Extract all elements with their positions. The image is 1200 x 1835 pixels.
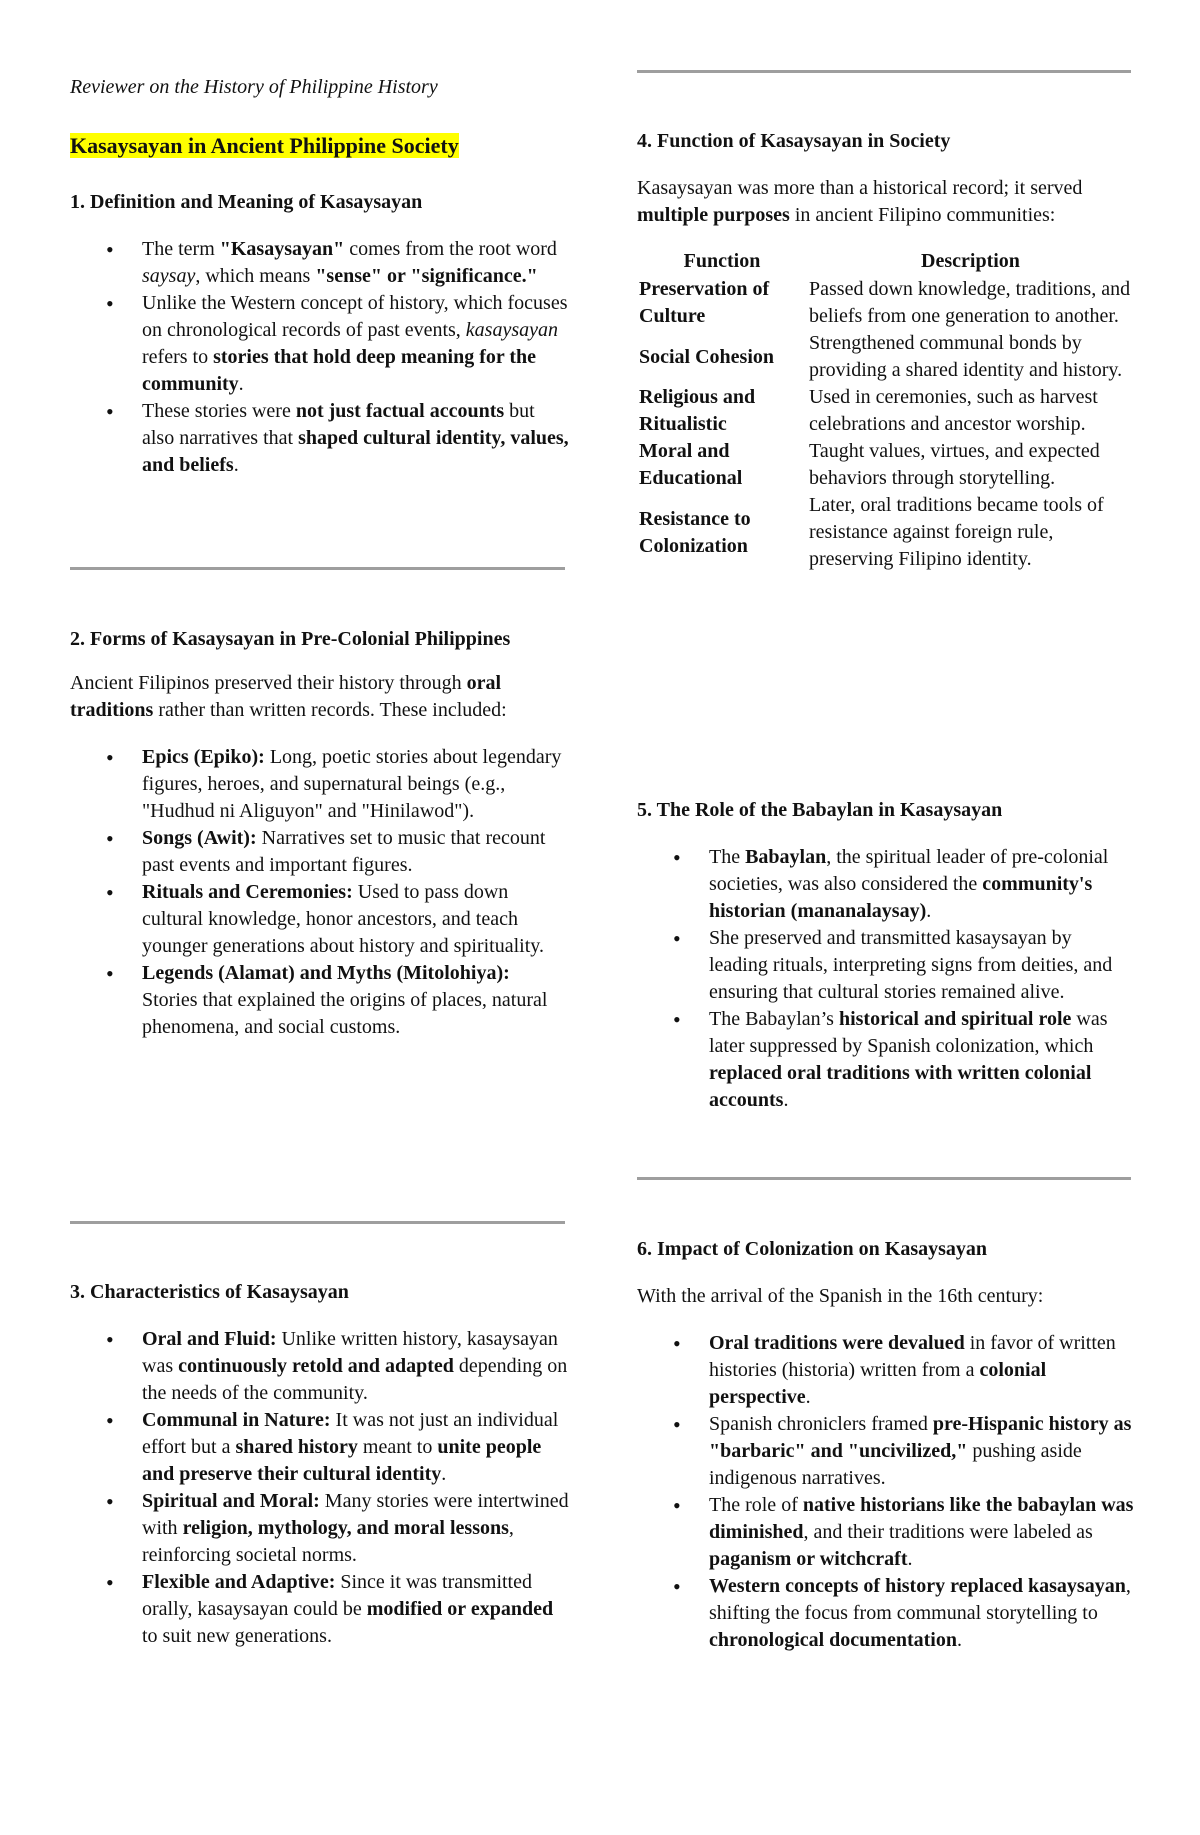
- section-3-heading: 3. Characteristics of Kasaysayan: [70, 1281, 349, 1303]
- definition-list: [70, 236, 570, 479]
- list-item: • Communal in Nature: It was not just an individual effort but a shared history meant to unite people and preserve their cultural identity.: [70, 1407, 570, 1488]
- characteristics-list: [70, 1326, 570, 1650]
- list-item: • Flexible and Adaptive: Since it was transmitted orally, kasaysayan could be modified or expanded to suit new generations.: [70, 1569, 570, 1650]
- section-colonization: [637, 1236, 1134, 1654]
- divider: [70, 1221, 565, 1224]
- list-item: • The Babaylan’s historical and spiritual role was later suppressed by Spanish colonization, which replaced oral traditions with written colonial accounts.: [637, 1006, 1134, 1114]
- table-row: Religious and Ritualistic Used in ceremonies, such as harvest celebrations and ancestor worship.: [639, 386, 1098, 435]
- section-4-heading: 4. Function of Kasaysayan in Society: [637, 130, 951, 152]
- table-row: Social Cohesion Strengthened communal bonds by providing a shared identity and history.: [639, 332, 1123, 381]
- list-item: • These stories were not just factual accounts but also narratives that shaped cultural identity, values, and beliefs.: [70, 398, 570, 479]
- section-function: [637, 128, 1134, 573]
- section-6-intro: With the arrival of the Spanish in the 16th century:: [637, 1285, 1044, 1307]
- list-item: • Songs (Awit): Narratives set to music that recount past events and important figures.: [70, 825, 570, 879]
- section-babaylan: [637, 797, 1134, 1114]
- table-header-row: [637, 246, 1134, 276]
- babaylan-list: [637, 844, 1134, 1114]
- list-item: • Western concepts of history replaced kasaysayan, shifting the focus from communal storytelling to chronological documentation.: [637, 1573, 1134, 1654]
- divider: [70, 567, 565, 570]
- divider: [637, 70, 1131, 73]
- list-item: • Legends (Alamat) and Myths (Mitolohiya): Stories that explained the origins of places, natural phenomena, and social customs.: [70, 960, 570, 1041]
- list-item: • Epics (Epiko): Long, poetic stories about legendary figures, heroes, and supernatural beings (e.g., "Hudhud ni Aliguyon" and "Hinilawod").: [70, 744, 570, 825]
- list-item: • She preserved and transmitted kasaysayan by leading rituals, interpreting signs from deities, and ensuring that cultural stories remained alive.: [637, 925, 1134, 1006]
- list-item: • The Babaylan, the spiritual leader of pre-colonial societies, was also considered the community's historian (mananalaysay).: [637, 844, 1134, 925]
- section-2-intro: Ancient Filipinos preserved their history through oral traditions rather than written records. These included:: [70, 672, 507, 721]
- column-header-function: Function: [683, 249, 761, 272]
- section-1-heading: 1. Definition and Meaning of Kasaysayan: [70, 191, 423, 213]
- main-heading: [70, 131, 459, 161]
- column-header-description: Description: [921, 249, 1020, 272]
- document-title: Reviewer on the History of Philippine History: [70, 76, 438, 98]
- table-row: Preservation of Culture Passed down knowledge, traditions, and beliefs from one generation to another.: [639, 278, 1131, 327]
- section-6-heading: 6. Impact of Colonization on Kasaysayan: [637, 1238, 988, 1260]
- list-item: • The term "Kasaysayan" comes from the root word saysay, which means "sense" or "significance.": [70, 236, 570, 290]
- list-item: • Rituals and Ceremonies: Used to pass down cultural knowledge, honor ancestors, and teach younger generations about history and spirituality.: [70, 879, 570, 960]
- forms-list: [70, 744, 570, 1041]
- function-table: [637, 246, 1134, 573]
- section-4-intro: Kasaysayan was more than a historical record; it served multiple purposes in ancient Filipino communities:: [637, 177, 1083, 226]
- table-row: Resistance to Colonization Later, oral traditions became tools of resistance against foreign rule, preserving Filipino identity.: [639, 494, 1104, 570]
- list-item: • Oral and Fluid: Unlike written history, kasaysayan was continuously retold and adapted depending on the needs of the community.: [70, 1326, 570, 1407]
- table-row: Moral and Educational Taught values, virtues, and expected behaviors through storytelling.: [639, 440, 1100, 489]
- list-item: • Spiritual and Moral: Many stories were intertwined with religion, mythology, and moral lessons, reinforcing societal norms.: [70, 1488, 570, 1569]
- list-item: • The role of native historians like the babaylan was diminished, and their traditions were labeled as paganism or witchcraft.: [637, 1492, 1134, 1573]
- list-item: • Unlike the Western concept of history, which focuses on chronological records of past events, kasaysayan refers to stories that hold deep meaning for the community.: [70, 290, 570, 398]
- section-2-heading: 2. Forms of Kasaysayan in Pre-Colonial Philippines: [70, 628, 511, 650]
- divider: [637, 1177, 1131, 1180]
- colonization-list: [637, 1330, 1134, 1654]
- list-item: • Oral traditions were devalued in favor of written histories (historia) written from a colonial perspective.: [637, 1330, 1134, 1411]
- highlighted-heading-text: Kasaysayan in Ancient Philippine Society: [70, 133, 459, 158]
- section-forms: [70, 626, 570, 1041]
- section-characteristics: [70, 1279, 570, 1650]
- list-item: • Spanish chroniclers framed pre-Hispanic history as "barbaric" and "uncivilized," pushing aside indigenous narratives.: [637, 1411, 1134, 1492]
- section-definition: [70, 189, 570, 479]
- section-5-heading: 5. The Role of the Babaylan in Kasaysayan: [637, 799, 1003, 821]
